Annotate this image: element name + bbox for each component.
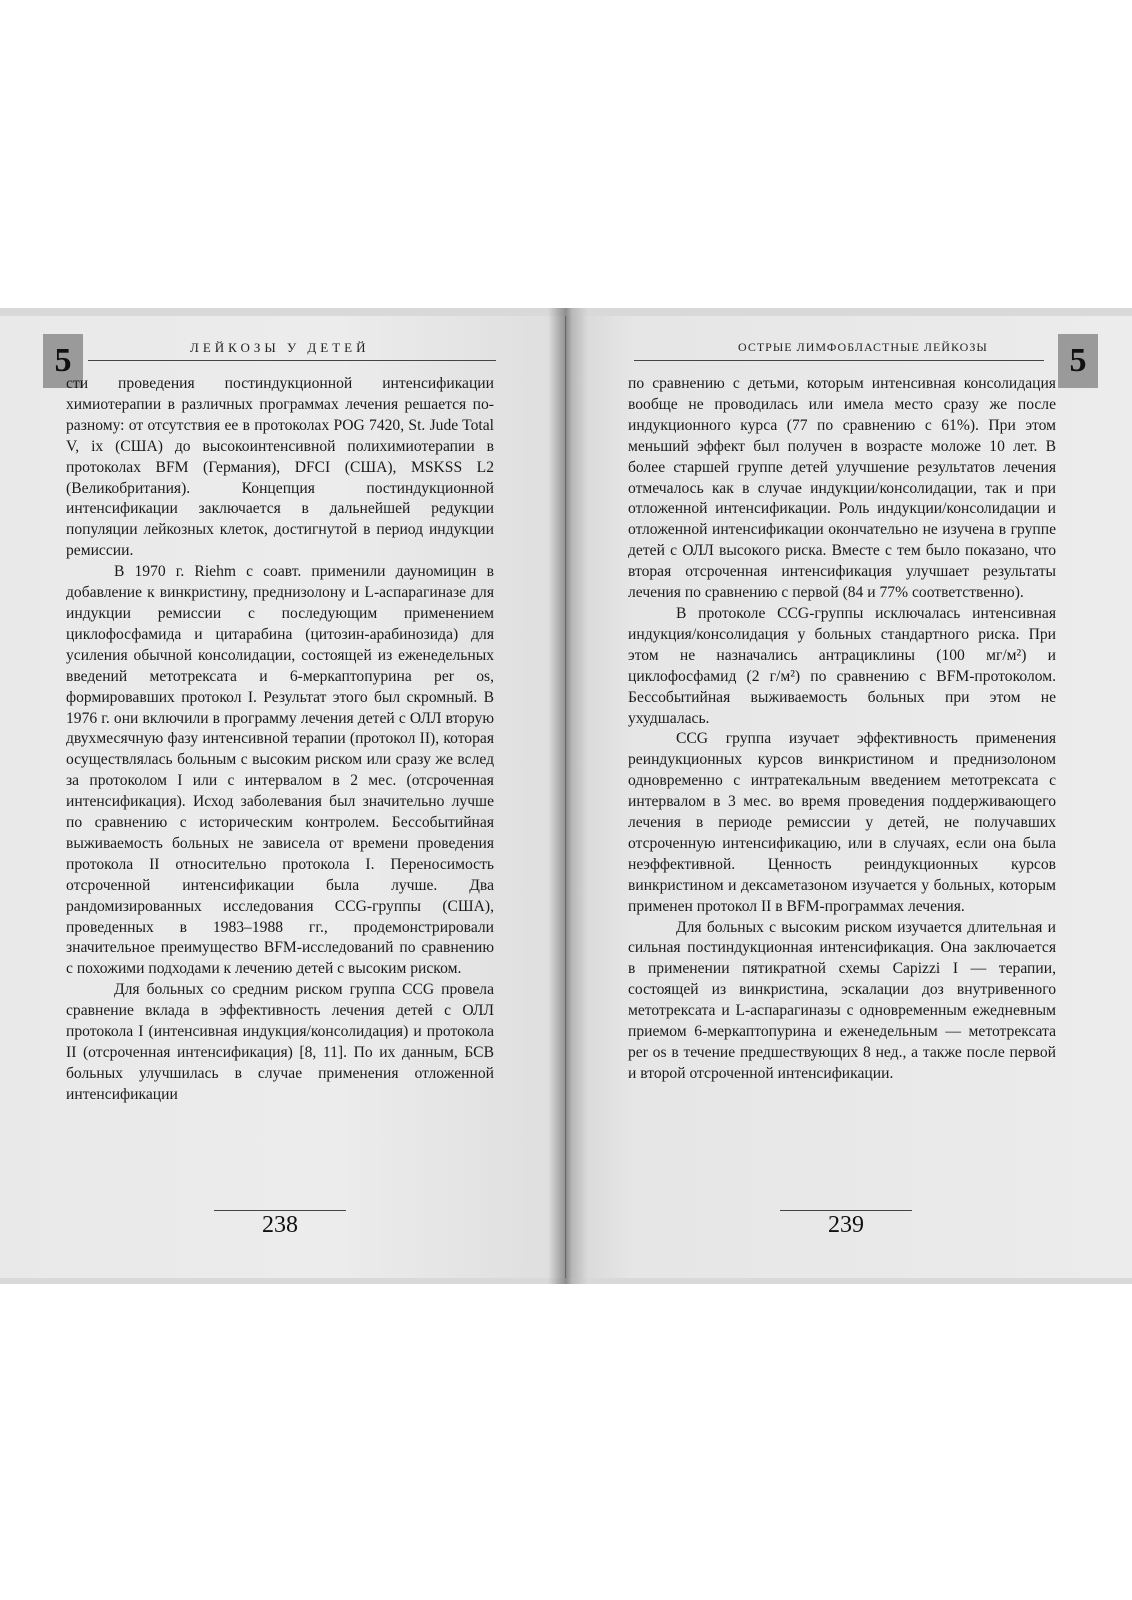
chapter-number-tab: 5: [43, 334, 83, 388]
paragraph: CCG группа изучает эффективность применения реиндукционных курсов винкристином и преднизолоном одновременно с интратекальным введением метотрексата с интервалом в 3 мес. во время проведения поддерживающего лечения в периоде ремиссии у детей, не получавших отсроченную интенсификацию, или в случаях, если она была неэффективной. Ценность реиндукционных курсов винкристином и дексаметазоном изучается у больных, которым применен протокол II в BFM-программах лечения.: [628, 730, 1056, 915]
footer-rule: [214, 1210, 346, 1211]
paragraph: Для больных со средним риском группа CCG провела сравнение вклада в эффективность лечения детей с ОЛЛ протокола I (интенсивная индукция/консолидация) и протокола II (отсроченная интенсификация) [8, 11]. По их данным, БСВ больных улучшилась в случае применения отложенной интенсификации: [66, 981, 494, 1103]
book-gutter: [548, 308, 588, 1284]
paragraph: по сравнению с детьми, которым интенсивная консолидация вообще не проводилась или имела место сразу же после индукционного курса (77 по сравнению с 61%). При этом меньший эффект был получен в возрасте моложе 10 лет. В более старшей группе детей улучшение результатов лечения отмечалось как в случае индукции/консолидации, так и при отложенной интенсификации. Роль индукции/консолидации и отложенной интенсификации окончательно не изучена в группе детей с ОЛЛ высокого риска. Вместе с тем было показано, что вторая отсроченная интенсификация улучшает результаты лечения по сравнению с первой (84 и 77% соответственно).: [628, 375, 1056, 602]
chapter-number-tab: 5: [1058, 334, 1098, 388]
left-page-body: [66, 374, 494, 1106]
paragraph: Для больных с высоким риском изучается длительная и сильная постиндукционная интенсификация. Она заключается в применении пятикратной схемы Capizzi I — терапии, состоящей из винкристина, эскалации доз внутривенного метотрексата и L-аспарагиназы с одновременным ежедневным приемом 6-меркаптопурина и еженедельным — метотрексата per os в течение предшествующих 8 нед., а также после первой и второй отсроченной интенсификации.: [628, 918, 1056, 1082]
running-head: ОСТРЫЕ ЛИМФОБЛАСТНЫЕ ЛЕЙКОЗЫ: [738, 340, 988, 354]
header-rule: [88, 360, 496, 361]
footer-rule: [780, 1210, 912, 1211]
paragraph: сти проведения постиндукционной интенсификации химиотерапии в различных программах лечения решается по-разному: от отсутствия ее в протоколах POG 7420, St. Jude Total V, ix (США) до высокоинтенсивной полихимиотерапии в протоколах BFM (Германия), DFCI (США), MSKSS L2 (Великобритания). Концепция постиндукционной интенсификации заключается в дальнейшей редукции популяции лейкозных клеток, достигнутой в период индукции ремиссии.: [66, 375, 494, 560]
paragraph: В протоколе CCG-группы исключалась интенсивная индукция/консолидация у больных стандартного риска. При этом не назначались антрациклины (100 мг/м²) и циклофосфамид (2 г/м²) по сравнению с BFM-протоколом. Бессобытийная выживаемость больных при этом не ухудшалась.: [628, 604, 1056, 727]
page-number: 238: [262, 1212, 298, 1238]
header-rule: [634, 360, 1044, 361]
running-head: ЛЕЙКОЗЫ У ДЕТЕЙ: [190, 340, 370, 355]
page-number: 239: [828, 1212, 864, 1238]
right-page-body: [628, 374, 1056, 1085]
paragraph: В 1970 г. Riehm с соавт. применили дауномицин в добавление к винкристину, преднизолону и L-аспарагиназе для индукции ремиссии с последующим применением циклофосфамида и цитарабина (цитозин-арабинозида) для усиления обычной консолидации, состоящей из еженедельных введений метотрексата и 6-меркаптопурина per os, формировавших протокол I. Результат этого был скромный. В 1976 г. они включили в программу лечения детей с ОЛЛ вторую двухмесячную фазу интенсивной терапии (протокол II), которая осуществлялась больным с высоким риском или сразу же вслед за протоколом I или с интервалом в 2 мес. (отсроченная интенсификация). Исход заболевания был значительно лучше по сравнению с историческим контролем. Бессобытийная выживаемость больных не зависела от времени проведения протокола II относительно протокола I. Переносимость отсроченной интенсификации была лучше. Два рандомизированных исследования CCG-группы (США), проведенных в 1983–1988 гг., продемонстрировали значительное преимущество BFM-исследований по сравнению с похожими подходами к лечению детей с высоким риском.: [66, 563, 494, 978]
